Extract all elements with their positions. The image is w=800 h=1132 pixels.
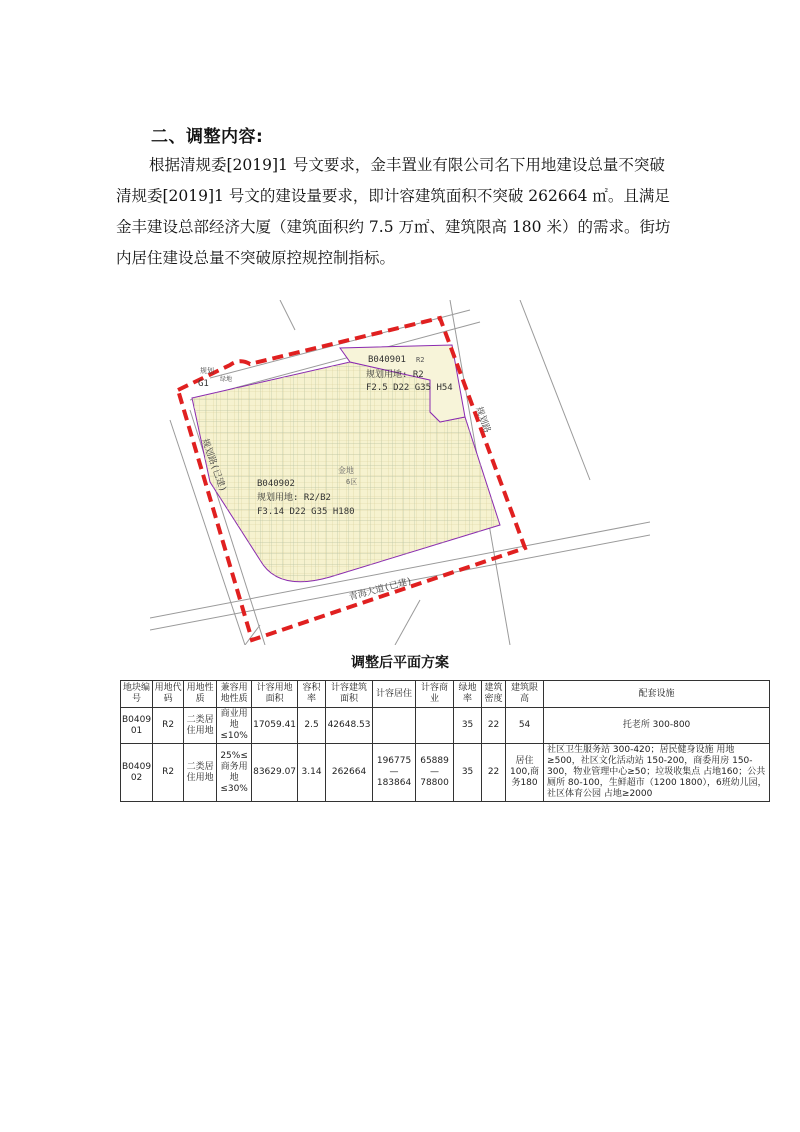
parcel-main-use: 规划用地: R2/B2 (257, 493, 331, 503)
table-header-row (121, 681, 770, 708)
road-south-label: 青海大道(已建) (348, 576, 414, 603)
cell-facilities: 社区卫生服务站 300-420；居民健身设施 用地≥500，社区文化活动站 150-200，商委用房 150-300，物业管理中心≥50；垃圾收集点 占地160；公共厕所 80-100，生鲜超市（1200 1800），6班幼儿园，社区体育公园 占地≥2000 (544, 744, 770, 802)
header-cell: 建筑密度 (482, 681, 506, 708)
header-cell: 建筑限高 (506, 681, 544, 708)
paragraph-line: 清规委[2019]1 号文的建设量要求，即计容建筑面积不突破 262664 ㎡。且满足 (116, 187, 670, 205)
cell-floor-area: 42648.53 (326, 708, 373, 744)
paragraph-line: 内居住建设总量不突破原控规控制指标。 (116, 249, 396, 267)
header-cell: 计容居住 (373, 681, 416, 708)
cell-compat: 25%≤商务用地≤30% (217, 744, 252, 802)
paragraph-line: 根据清规委[2019]1 号文要求，金丰置业有限公司名下用地建设总量不突破 (149, 156, 665, 174)
cell-density: 22 (482, 744, 506, 802)
cell-nature: 二类居住用地 (184, 744, 217, 802)
cell-far: 2.5 (298, 708, 326, 744)
section-heading: 二、调整内容: (151, 127, 264, 147)
cell-area: 83629.07 (252, 744, 298, 802)
header-cell: 计容商业 (416, 681, 454, 708)
parcel-north-use: 规划用地: R2 (366, 370, 424, 380)
road-east-label: 规划路 (473, 405, 492, 435)
body-paragraph (116, 150, 676, 274)
cell-commercial (416, 708, 454, 744)
cell-id: B0409 02 (121, 744, 153, 802)
header-cell: 兼容用地性质 (217, 681, 252, 708)
cell-compat: 商业用地≤10% (217, 708, 252, 744)
cell-far: 3.14 (298, 744, 326, 802)
cell-code: R2 (153, 744, 184, 802)
small-label-2: 绿地 (220, 376, 233, 383)
cell-density: 22 (482, 708, 506, 744)
cell-residential: 196775—183864 (373, 744, 416, 802)
cell-height: 54 (506, 708, 544, 744)
parcel-north-indices: F2.5 D22 G35 H54 (366, 383, 453, 393)
road-west-label: 规划路(已建) (199, 437, 228, 494)
parcel-main-center-label: 金地 (338, 466, 354, 475)
g1-label: G1 (198, 379, 209, 389)
cell-residential (373, 708, 416, 744)
site-plan-map (150, 300, 650, 645)
cell-floor-area: 262664 (326, 744, 373, 802)
cell-id: B0409 01 (121, 708, 153, 744)
header-cell: 计容用地面积 (252, 681, 298, 708)
header-cell: 地块编号 (121, 681, 153, 708)
cell-area: 17059.41 (252, 708, 298, 744)
header-cell: 用地代码 (153, 681, 184, 708)
cell-green: 35 (454, 744, 482, 802)
header-cell: 绿地率 (454, 681, 482, 708)
header-cell: 容积率 (298, 681, 326, 708)
plan-table (120, 680, 770, 802)
table-row (121, 708, 770, 744)
cell-green: 35 (454, 708, 482, 744)
cell-nature: 二类居住用地 (184, 708, 217, 744)
cell-facilities: 托老所 300-800 (544, 708, 770, 744)
parcel-main-indices: F3.14 D22 G35 H180 (257, 507, 355, 517)
cell-commercial: 65889—78800 (416, 744, 454, 802)
parcel-main-center-sub: 6区 (346, 478, 358, 486)
header-cell: 用地性质 (184, 681, 217, 708)
parcel-north-side-note: R2 (416, 356, 425, 364)
small-label: 规划 (200, 367, 214, 375)
parcel-main-code: B040902 (257, 479, 295, 489)
cell-height: 居住100,商务180 (506, 744, 544, 802)
parcel-north-code: B040901 (368, 355, 406, 365)
table-caption: 调整后平面方案 (351, 655, 449, 671)
cell-code: R2 (153, 708, 184, 744)
header-cell: 计容建筑面积 (326, 681, 373, 708)
header-cell: 配套设施 (544, 681, 770, 708)
table-row (121, 744, 770, 802)
paragraph-line: 金丰建设总部经济大厦（建筑面积约 7.5 万㎡、建筑限高 180 米）的需求。街坊 (116, 218, 671, 236)
